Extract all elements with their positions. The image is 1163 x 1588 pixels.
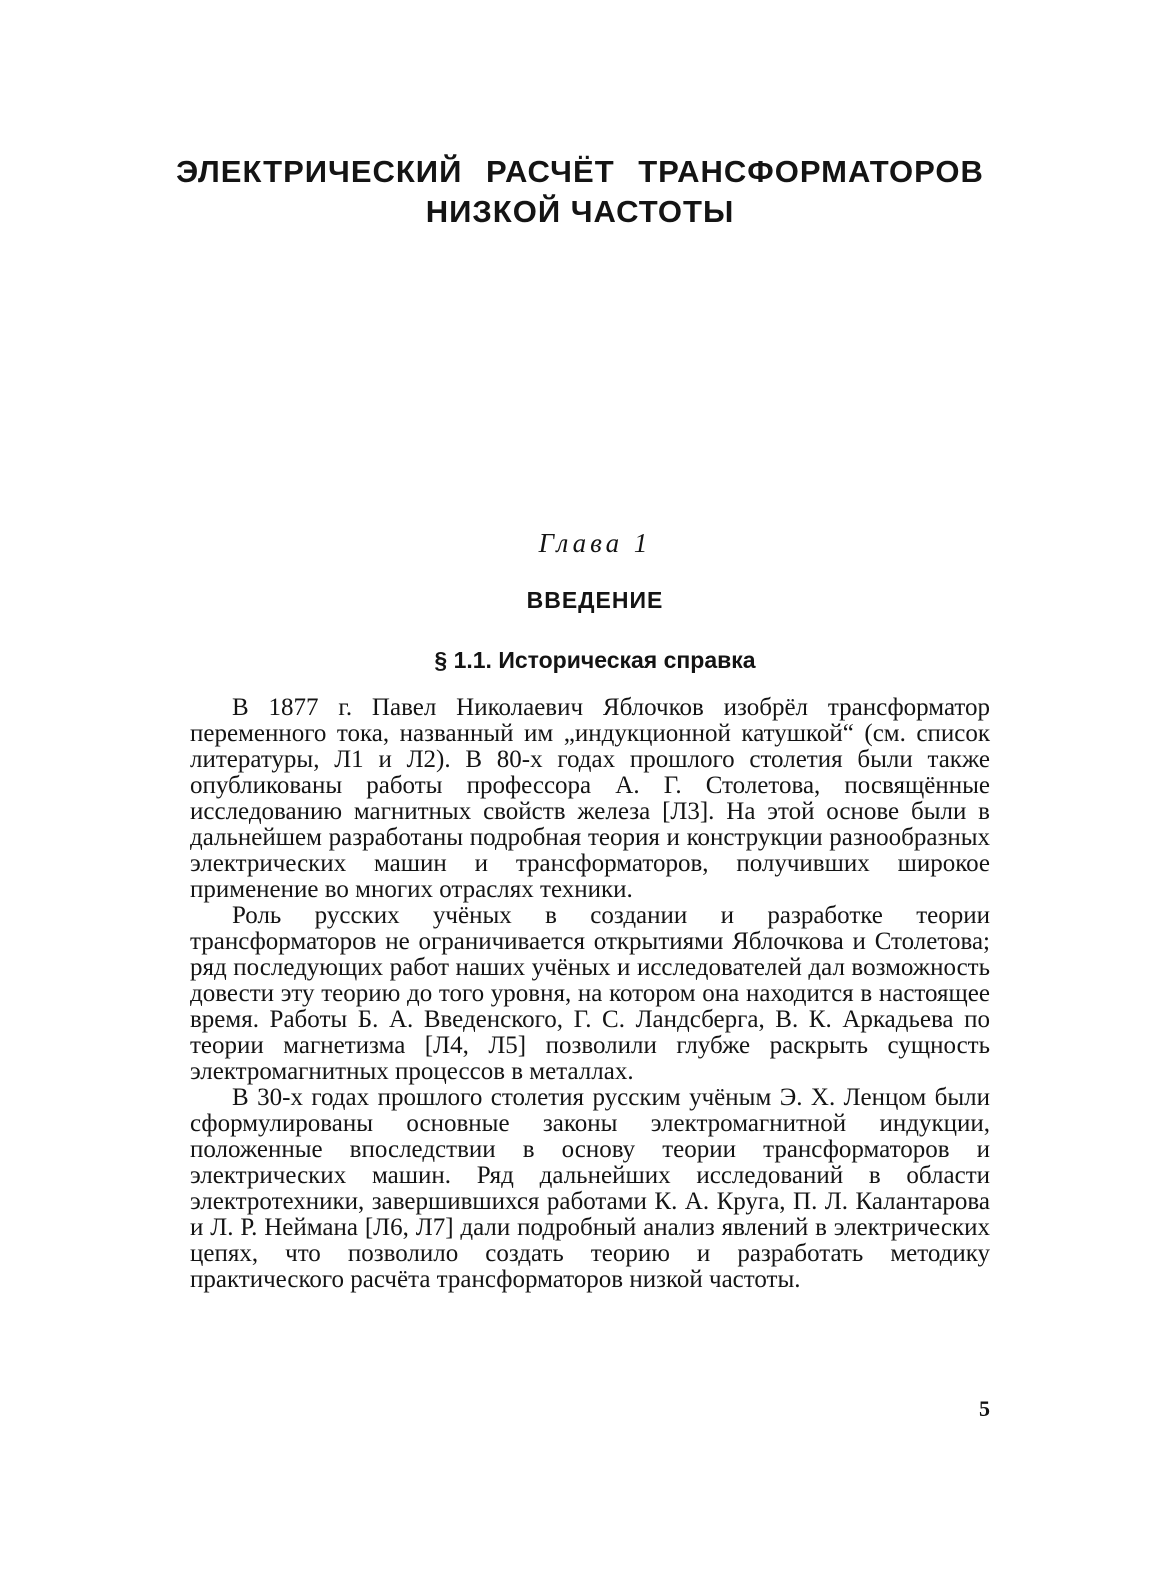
- paragraph-3: В 30-х годах прошлого столетия русским учёным Э. Х. Ленцом были сформулированы основные законы электромагнитной индукции, положенные впоследствии в основу теории трансформаторов и электрических машин. Ряд дальнейших исследований в области электротехники, завершившихся работами К. А. Круга, П. Л. Калантарова и Л. Р. Неймана [Л6, Л7] дали подробный анализ явлений в электрических цепях, что позволило создать теорию и разработать методику практического расчёта трансформаторов низкой частоты.: [190, 1084, 990, 1293]
- page-number: 5: [979, 1396, 990, 1421]
- body-text: [190, 695, 990, 1293]
- paragraph-1: В 1877 г. Павел Николаевич Яблочков изобрёл трансформатор переменного тока, названный им „индукционной катушкой“ (см. список литературы, Л1 и Л2). В 80-х годах прошлого столетия были также опубликованы работы профессора А. Г. Столетова, посвящённые исследованию магнитных свойств железа [Л3]. На этой основе были в дальнейшем разработаны подробная теория и конструкции разнообразных электрических машин и трансформаторов, получивших широкое применение во многих отраслях техники.: [190, 694, 990, 903]
- book-title-line-2: НИЗКОЙ ЧАСТОТЫ: [425, 194, 735, 229]
- book-title-line-1: ЭЛЕКТРИЧЕСКИЙ РАСЧЁТ ТРАНСФОРМАТОРОВ: [176, 154, 984, 189]
- section-heading: § 1.1. Историческая справка: [434, 647, 756, 673]
- chapter-label: Глава 1: [538, 528, 652, 558]
- chapter-heading: ВВЕДЕНИЕ: [526, 587, 664, 613]
- paragraph-2: Роль русских учёных в создании и разработке теории трансформаторов не ограничивается открытиями Яблочкова и Столетова; ряд последующих работ наших учёных и исследователей дал возможность довести эту теорию до того уровня, на котором она находится в настоящее время. Работы Б. А. Введенского, Г. С. Ландсберга, В. К. Аркадьева по теории магнетизма [Л4, Л5] позволили глубже раскрыть сущность электромагнитных процессов в металлах.: [190, 902, 990, 1085]
